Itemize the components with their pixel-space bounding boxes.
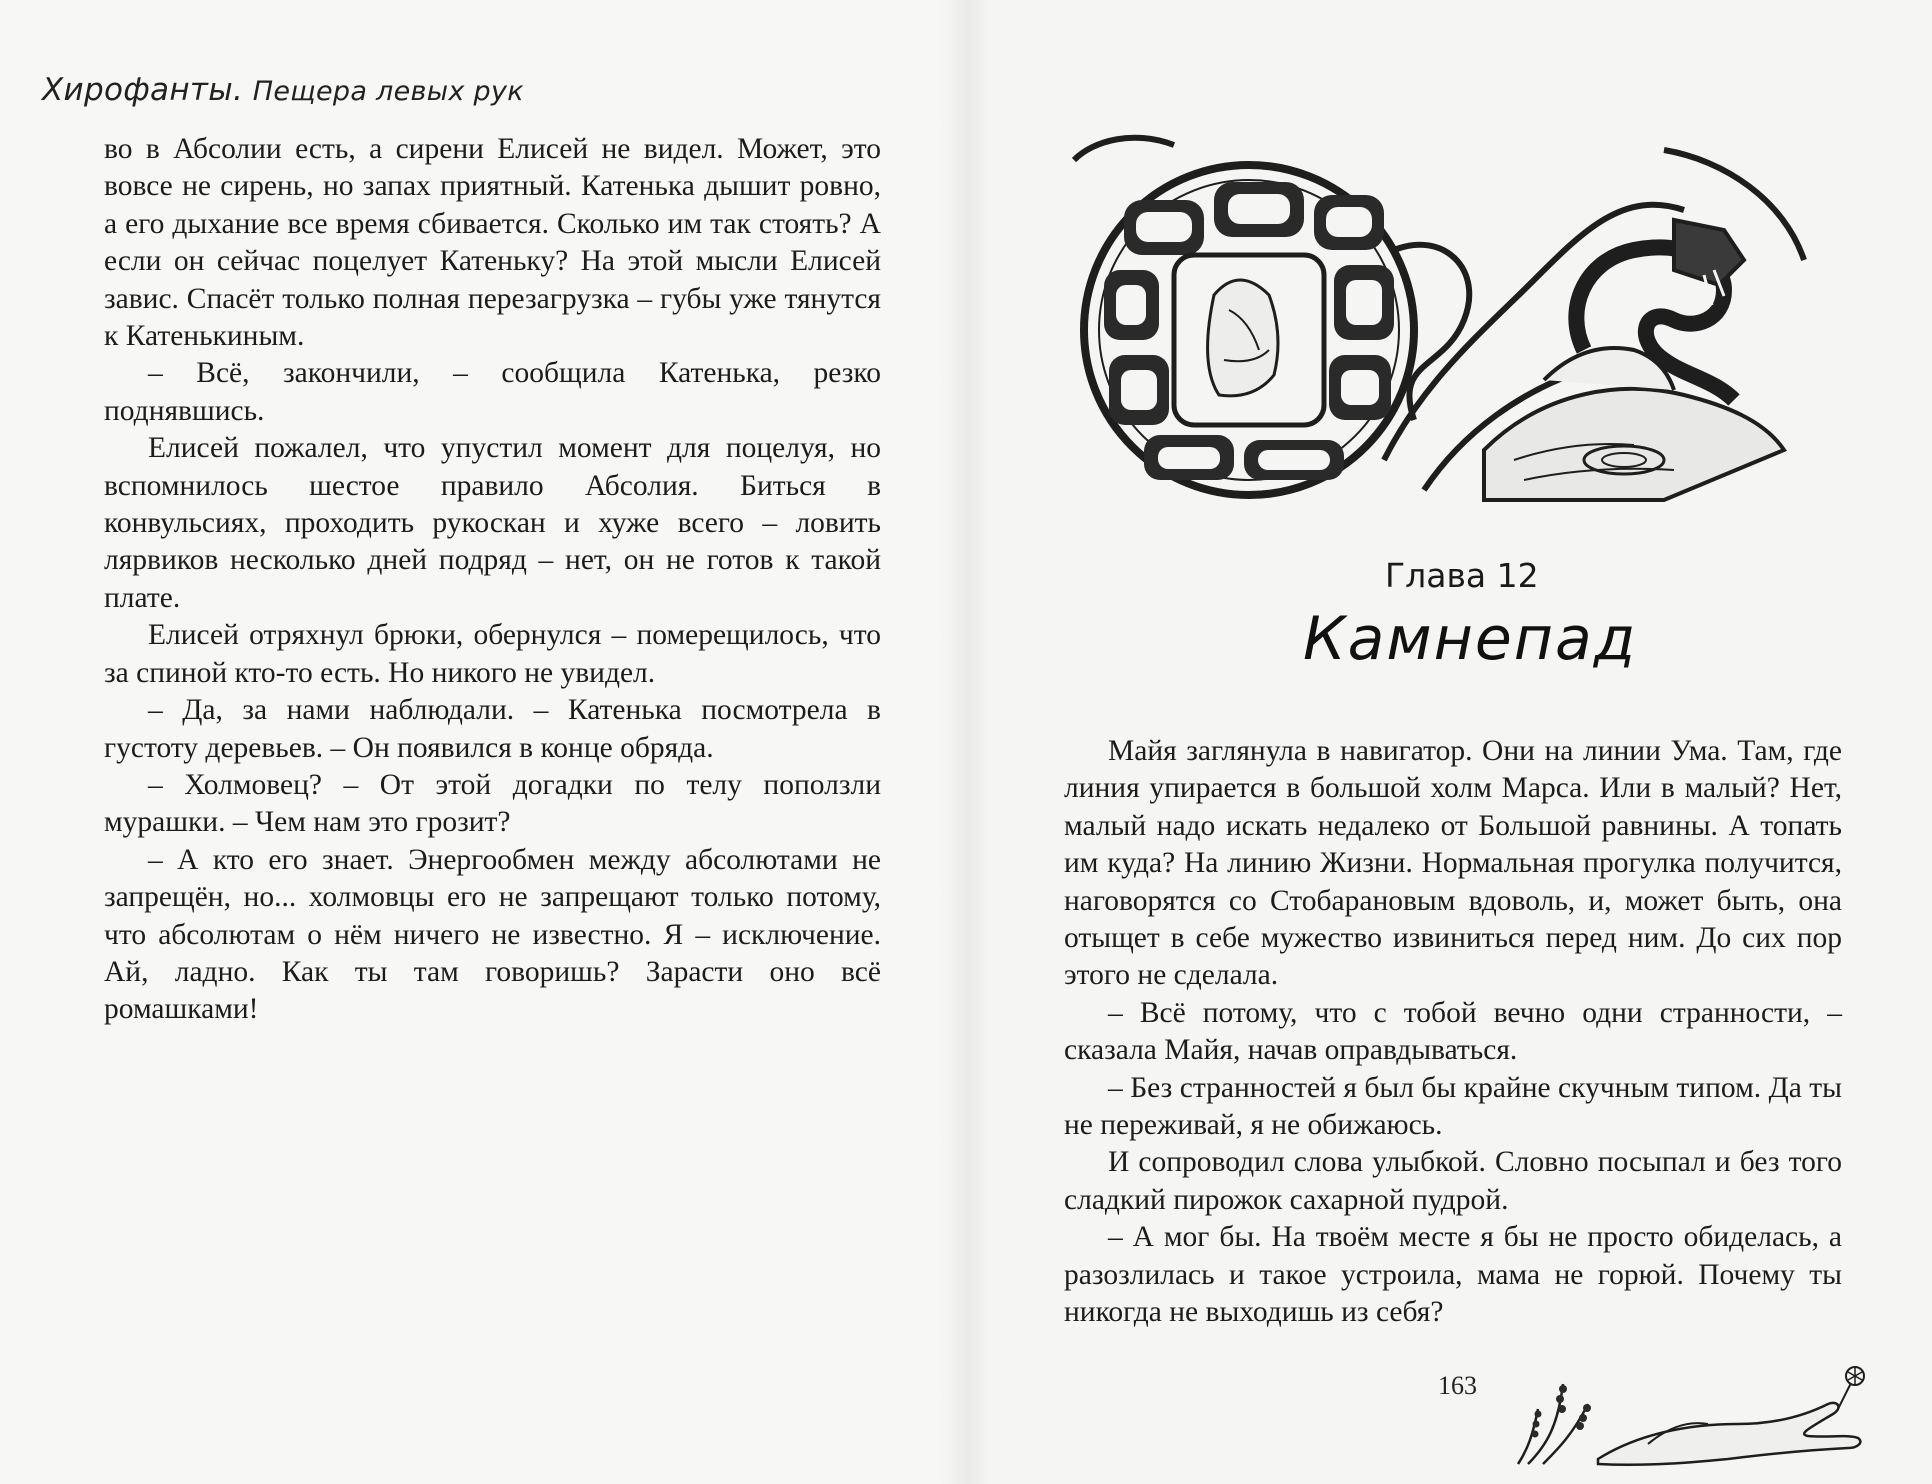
book-subtitle: Пещера левых рук: [252, 76, 524, 107]
right-page-text: [1064, 733, 1842, 1332]
running-head: [42, 72, 524, 108]
paragraph: Елисей отряхнул брюки, обернулся – померещилось, что за спиной кто-то есть. Но никого не увидел.: [104, 619, 881, 689]
page-number: 163: [1438, 1371, 1477, 1400]
paragraph: Майя заглянула в навигатор. Они на линии Ума. Там, где линия упирается в большой холм Марса. Или в малый? Нет, малый надо искать недалеко от Большой равнины. А топать им куда? На линию Жизни. Нормальная прогулка получится, наговорятся со Стобарановым вдоволь, и, может быть, она отыщет в себе мужество извиниться перед ним. До сих пор этого не сделала.: [1064, 735, 1842, 992]
book-gutter: [940, 0, 992, 1484]
left-page-text: [104, 131, 881, 1029]
paragraph: – А кто его знает. Энергообмен между абсолютами не запрещён, но... холмовцы его не запрещают только потому, что абсолютам о нём ничего не известно. Я – исключение. Ай, ладно. Как ты там говоришь? Зарасти оно всё ромашками!: [104, 843, 881, 1026]
chapter-number: Глава 12: [1385, 556, 1539, 595]
paragraph: – Холмовец? – От этой догадки по телу поползли мурашки. – Чем нам это грозит?: [104, 768, 881, 839]
paragraph: – Без странностей я был бы крайне скучным типом. Да ты не переживай, я не обижаюсь.: [1064, 1071, 1842, 1142]
chapter-title: Камнепад: [1303, 604, 1638, 674]
hand-flower-ornament: [1508, 1364, 1878, 1474]
paragraph: во в Абсолии есть, а сирени Елисей не видел. Может, это вовсе не сирень, но запах приятный. Катенька дышит ровно, а его дыхание все время сбивается. Сколько им так стоять? А если он сейчас поцелует Катеньку? На этой мысли Елисей завис. Спасёт только полная перезагрузка – губы уже тянутся к Катенькиным.: [104, 133, 881, 353]
chapter-ornament-illustration: [1064, 130, 1816, 510]
paragraph: Елисей пожалел, что упустил момент для поцелуя, но вспомнилось шестое правило Абсолия. Биться в конвульсиях, проходить рукоскан и хуже всего – ловить лярвиков несколько дней подряд – нет, он не готов к такой плате.: [104, 432, 881, 614]
paragraph: – Всё, закончили, – сообщила Катенька, резко поднявшись.: [104, 357, 881, 427]
book-series-title: Хирофанты.: [42, 72, 244, 108]
paragraph: – Да, за нами наблюдали. – Катенька посмотрела в густоту деревьев. – Он появился в конце обряда.: [104, 694, 881, 764]
paragraph: И сопроводил слова улыбкой. Словно посыпал и без того сладкий пирожок сахарной пудрой.: [1064, 1146, 1842, 1216]
paragraph: – А мог бы. На твоём месте я бы не просто обиделась, а разозлилась и такое устроила, мама не горюй. Почему ты никогда не выходишь из себя?: [1064, 1221, 1842, 1329]
paragraph: – Всё потому, что с тобой вечно одни странности, – сказала Майя, начав оправдываться.: [1064, 996, 1842, 1067]
